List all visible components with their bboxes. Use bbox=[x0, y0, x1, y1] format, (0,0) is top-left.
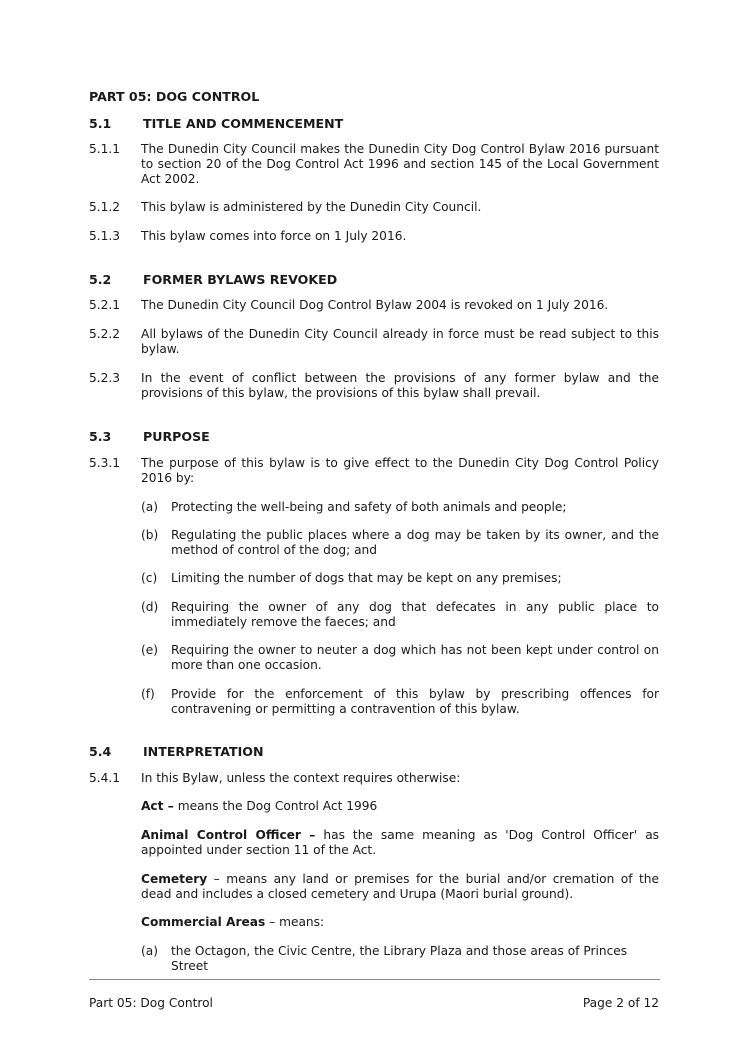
clause-text: The Dunedin City Council Dog Control Bylaw 2004 is revoked on 1 July 2016. bbox=[141, 298, 609, 312]
item-text: Requiring the owner of any dog that defecates in any public place to immediately remove the faeces; and bbox=[171, 600, 659, 629]
purpose-item bbox=[141, 643, 659, 673]
purpose-item bbox=[141, 687, 659, 717]
clause-number: 5.2.1 bbox=[89, 298, 121, 312]
item-label: (e) bbox=[141, 643, 159, 657]
clause-5-3-1 bbox=[89, 456, 659, 486]
clause-5-1-3 bbox=[89, 229, 659, 244]
definition-cemetery bbox=[141, 872, 659, 902]
item-label: (b) bbox=[141, 528, 159, 542]
purpose-item bbox=[141, 528, 659, 558]
clause-number: 5.3.1 bbox=[89, 456, 121, 470]
item-label: (f) bbox=[141, 687, 155, 701]
definition-term: Act – bbox=[141, 799, 174, 813]
item-label: (a) bbox=[141, 944, 158, 958]
clause-text: In the event of conflict between the provisions of any former bylaw and the provisions of this bylaw, the provisions of this bylaw shall prevail. bbox=[141, 371, 659, 400]
commercial-area-item bbox=[141, 944, 659, 974]
section-number: 5.3 bbox=[89, 429, 112, 444]
item-text: Requiring the owner to neuter a dog which has not been kept under control on more than one occasion. bbox=[171, 643, 659, 672]
item-text: the Octagon, the Civic Centre, the Library Plaza and those areas of Princes Street bbox=[171, 944, 628, 973]
section-heading-5-1 bbox=[89, 116, 343, 131]
definition-animal-control-officer bbox=[141, 828, 659, 858]
definition-act bbox=[141, 799, 659, 814]
section-title: INTERPRETATION bbox=[143, 744, 264, 759]
clause-text: The Dunedin City Council makes the Dunedin City Dog Control Bylaw 2016 pursuant to section 20 of the Dog Control Act 1996 and section 145 of the Local Government Act 2002. bbox=[141, 142, 659, 186]
clause-5-2-2 bbox=[89, 327, 659, 357]
section-heading-5-4 bbox=[89, 744, 264, 759]
clause-number: 5.2.3 bbox=[89, 371, 121, 385]
section-number: 5.4 bbox=[89, 744, 112, 759]
clause-text: All bylaws of the Dunedin City Council already in force must be read subject to this bylaw. bbox=[141, 327, 659, 356]
purpose-item bbox=[141, 571, 659, 586]
clause-text: This bylaw is administered by the Dunedin City Council. bbox=[141, 200, 482, 214]
definition-term: Animal Control Officer – bbox=[141, 828, 316, 842]
item-text: Limiting the number of dogs that may be kept on any premises; bbox=[171, 571, 562, 585]
clause-text: The purpose of this bylaw is to give effect to the Dunedin City Dog Control Policy 2016 by: bbox=[141, 456, 659, 485]
clause-5-4-1 bbox=[89, 771, 659, 786]
definition-text: means the Dog Control Act 1996 bbox=[173, 799, 378, 813]
clause-number: 5.4.1 bbox=[89, 771, 121, 785]
item-text: Protecting the well-being and safety of both animals and people; bbox=[171, 500, 567, 514]
section-title: FORMER BYLAWS REVOKED bbox=[143, 272, 338, 287]
purpose-item bbox=[141, 500, 659, 515]
clause-number: 5.2.2 bbox=[89, 327, 121, 341]
section-title: PURPOSE bbox=[143, 429, 210, 444]
definition-commercial-areas bbox=[141, 915, 659, 930]
footer-part-label: Part 05: Dog Control bbox=[89, 996, 213, 1010]
item-label: (d) bbox=[141, 600, 159, 614]
footer-page-number: Page 2 of 12 bbox=[582, 996, 659, 1010]
definition-text: – means any land or premises for the burial and/or cremation of the dead and includes a closed cemetery and Urupa (Maori burial ground). bbox=[141, 872, 659, 901]
item-text: Provide for the enforcement of this bylaw by prescribing offences for contravening or permitting a contravention of this bylaw. bbox=[171, 687, 659, 716]
definition-text: – means: bbox=[265, 915, 325, 929]
item-label: (c) bbox=[141, 571, 158, 585]
section-number: 5.1 bbox=[89, 116, 112, 131]
section-heading-5-3 bbox=[89, 429, 210, 444]
clause-5-1-2 bbox=[89, 200, 659, 215]
section-number: 5.2 bbox=[89, 272, 112, 287]
purpose-item bbox=[141, 600, 659, 630]
section-heading-5-2 bbox=[89, 272, 337, 287]
definition-term: Commercial Areas bbox=[141, 915, 266, 929]
clause-5-1-1 bbox=[89, 142, 659, 187]
definition-term: Cemetery bbox=[141, 872, 208, 886]
clause-number: 5.1.3 bbox=[89, 229, 121, 243]
clause-text: In this Bylaw, unless the context requires otherwise: bbox=[141, 771, 461, 785]
clause-5-2-1 bbox=[89, 298, 659, 313]
clause-number: 5.1.1 bbox=[89, 142, 121, 156]
clause-5-2-3 bbox=[89, 371, 659, 401]
item-label: (a) bbox=[141, 500, 158, 514]
part-title: PART 05: DOG CONTROL bbox=[89, 89, 260, 104]
definition-text: has the same meaning as 'Dog Control Officer' as appointed under section 11 of the Act. bbox=[141, 828, 660, 857]
clause-number: 5.1.2 bbox=[89, 200, 121, 214]
footer-divider bbox=[89, 979, 660, 980]
section-title: TITLE AND COMMENCEMENT bbox=[143, 116, 344, 131]
clause-text: This bylaw comes into force on 1 July 2016. bbox=[141, 229, 407, 243]
item-text: Regulating the public places where a dog may be taken by its owner, and the method of control of the dog; and bbox=[171, 528, 659, 557]
